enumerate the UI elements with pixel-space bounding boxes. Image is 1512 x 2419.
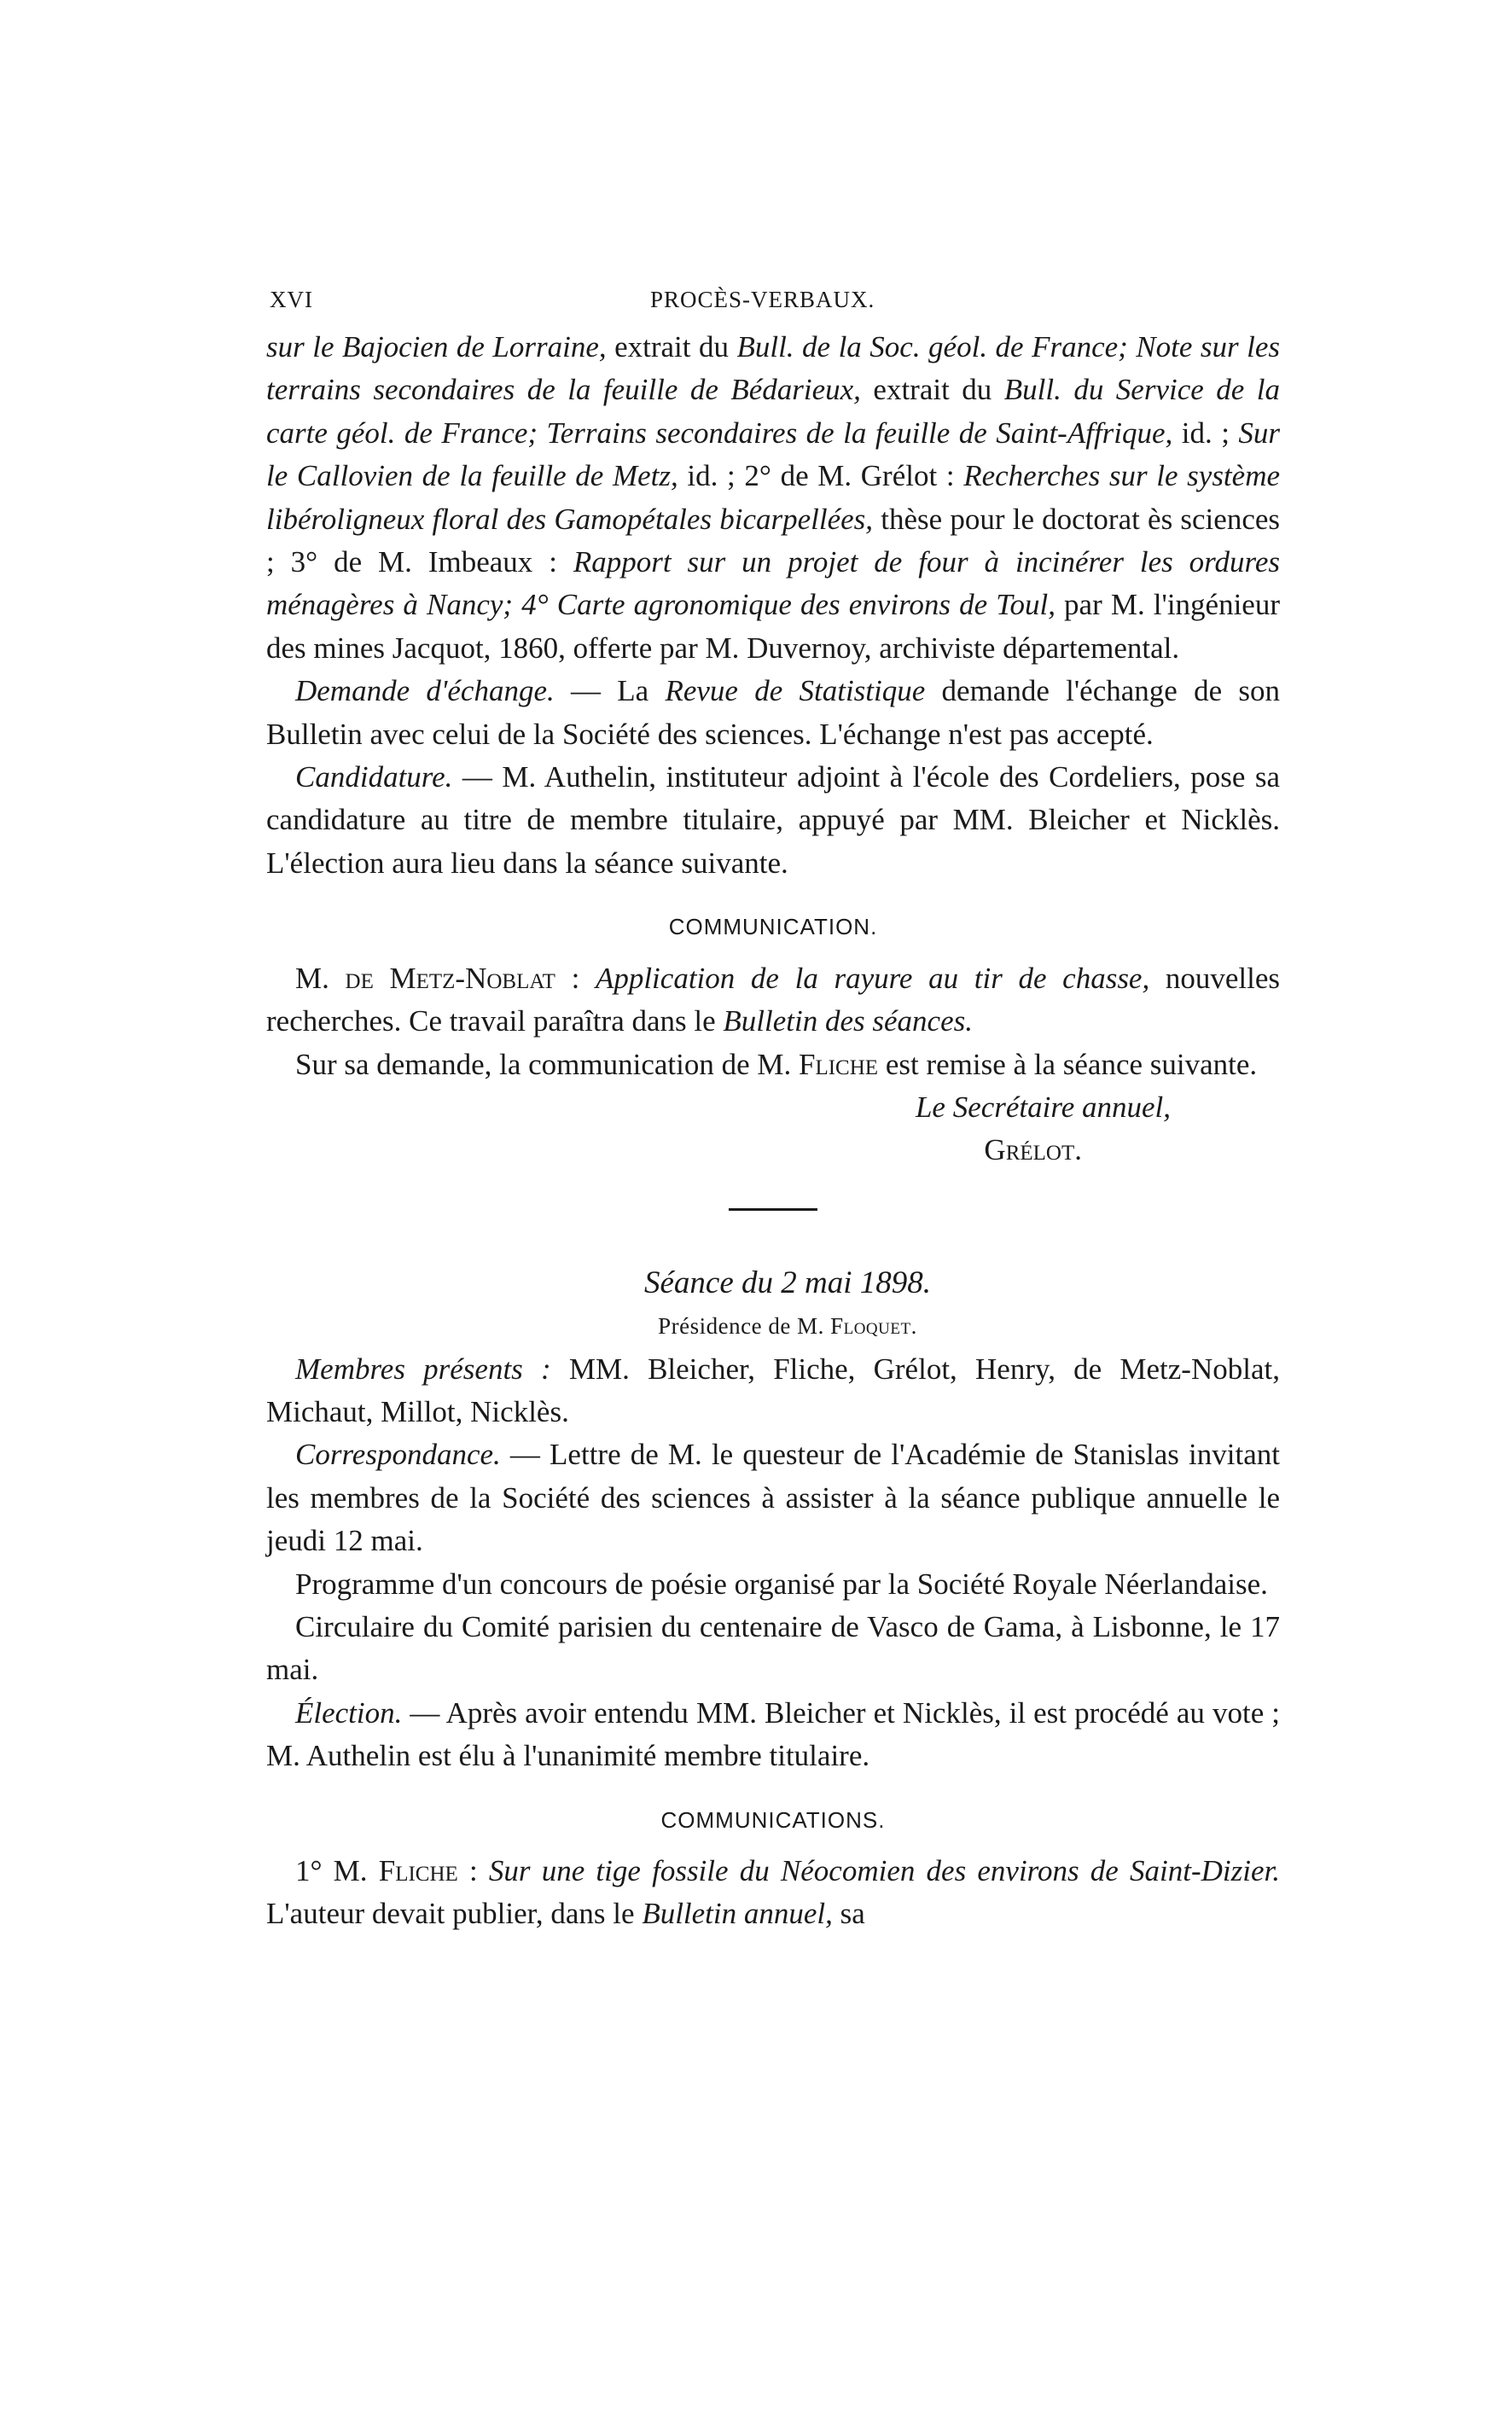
text-run: Sur sa demande, la communication de M. <box>295 1047 799 1081</box>
presidency-line <box>266 1305 1280 1347</box>
author-name: de Metz-Noblat <box>345 961 555 995</box>
section-divider <box>729 1208 817 1211</box>
work-title: Rapport sur un projet de four à incinérer les ordures ménagères à Nancy; 4° Carte agronomique des environs de Toul, <box>266 545 1280 622</box>
signature-name: Grélot. <box>984 1133 1082 1167</box>
paragraph-candidature <box>266 756 1280 885</box>
text-run: id. ; 2° de M. Grélot : <box>677 459 964 493</box>
run-in-heading: Membres présents : <box>295 1352 551 1386</box>
paragraph-communication <box>266 957 1280 1044</box>
text-run: par M. l'ingénieur des mines Jacquot, 1860, offerte par M. Duvernoy, archiviste départemental. <box>266 588 1280 665</box>
paragraph-correspondence <box>266 1433 1280 1562</box>
work-title: Bull. du Service de la carte géol. de France; Terrains secondaires de la feuille de Saint-Affrique, <box>266 373 1280 450</box>
signature-role-text: Le Secrétaire annuel, <box>915 1090 1171 1124</box>
text-run: — La <box>554 674 666 708</box>
text-run: id. ; <box>1172 416 1239 450</box>
work-title: Sur le Callovien de la feuille de Metz, <box>266 416 1280 493</box>
paragraph-donations <box>266 326 1280 670</box>
text-run: — Lettre de M. le questeur de l'Académie de Stanislas invitant les membres de la Société des sciences à assister à la séance publique annuelle le jeudi 12 mai. <box>266 1438 1280 1558</box>
page-number: XVI <box>270 287 313 312</box>
running-header <box>270 278 1276 321</box>
section-heading-communications: COMMUNICATIONS. <box>660 1806 886 1833</box>
run-in-heading: Élection. <box>295 1695 403 1730</box>
work-title: sur le Bajocien de Lorraine, <box>266 330 607 363</box>
paragraph-election <box>266 1692 1280 1778</box>
paragraph-circular: Circulaire du Comité parisien du centenaire de Vasco de Gama, à Lisbonne, le 17 mai. <box>266 1609 1280 1687</box>
author-name: Fliche <box>799 1047 879 1081</box>
section-heading-communication: COMMUNICATION. <box>668 914 878 940</box>
text-run: — M. Authelin, instituteur adjoint à l'école des Cordeliers, pose sa candidature au titre de membre titulaire, appuyé par MM. Bleicher et Nicklès. L'élection aura lieu dans la séance suivante. <box>266 760 1280 880</box>
text-run: M. <box>295 961 346 995</box>
work-title: Application de la rayure au tir de chasse, <box>595 961 1150 995</box>
text-run: Présidence de M. <box>658 1313 831 1340</box>
signature-role <box>266 1086 1280 1129</box>
body-text <box>266 326 1280 1936</box>
run-in-heading: Demande d'échange. <box>295 674 555 708</box>
work-title: Sur une tige fossile du Néocomien des environs de Saint-Dizier. <box>488 1854 1280 1887</box>
text-run: est remise à la séance suivante. <box>878 1047 1258 1081</box>
paragraph-poetry-contest: Programme d'un concours de poésie organisé par la Société Royale Néerlandaise. <box>295 1567 1268 1601</box>
text-run: demande l'échange de son Bulletin avec celui de la Société des sciences. L'échange n'est pas accepté. <box>266 674 1280 751</box>
run-in-heading: Correspondance. <box>295 1438 501 1472</box>
author-name: Fliche <box>378 1854 458 1887</box>
text-run: nouvelles recherches. Ce travail paraîtra dans le <box>266 961 1281 1038</box>
run-in-heading: Candidature. <box>295 760 453 794</box>
work-title: Bulletin des séances. <box>723 1004 973 1038</box>
work-title: Recherches sur le système libéroligneux floral des Gamopétales bicarpellées, <box>266 459 1281 536</box>
text-run: extrait du <box>860 373 1004 407</box>
work-title: Bulletin annuel, <box>642 1897 833 1931</box>
text-run: 1° M. <box>295 1854 379 1887</box>
paragraph-members-present <box>266 1348 1280 1434</box>
text-run: — Après avoir entendu MM. Bleicher et Nicklès, il est procédé au vote ; M. Authelin est élu à l'unanimité membre titulaire. <box>266 1695 1280 1773</box>
text-run: thèse pour le doctorat ès sciences ; 3° de M. Imbeaux : <box>266 502 1281 579</box>
running-title: PROCÈS-VERBAUX. <box>650 287 875 312</box>
text-run: sa <box>832 1897 865 1931</box>
text-run: : <box>555 961 596 995</box>
work-title: Bull. de la Soc. géol. de France; Note sur les terrains secondaires de la feuille de Bédarieux, <box>266 330 1280 407</box>
president-name: Floquet. <box>830 1313 917 1340</box>
work-title: Revue de Statistique <box>665 674 926 708</box>
text-run: MM. Bleicher, Fliche, Grélot, Henry, de Metz-Noblat, Michaut, Millot, Nicklès. <box>266 1352 1280 1428</box>
paragraph-postponed <box>266 1044 1280 1086</box>
text-run: L'auteur devait publier, dans le <box>266 1897 643 1931</box>
paragraph-exchange-request <box>266 670 1280 756</box>
text-run: extrait du <box>606 330 737 363</box>
session-title: Séance du 2 mai 1898. <box>643 1265 932 1300</box>
paragraph-fliche-communication <box>266 1850 1280 1936</box>
text-run: : <box>457 1854 489 1887</box>
